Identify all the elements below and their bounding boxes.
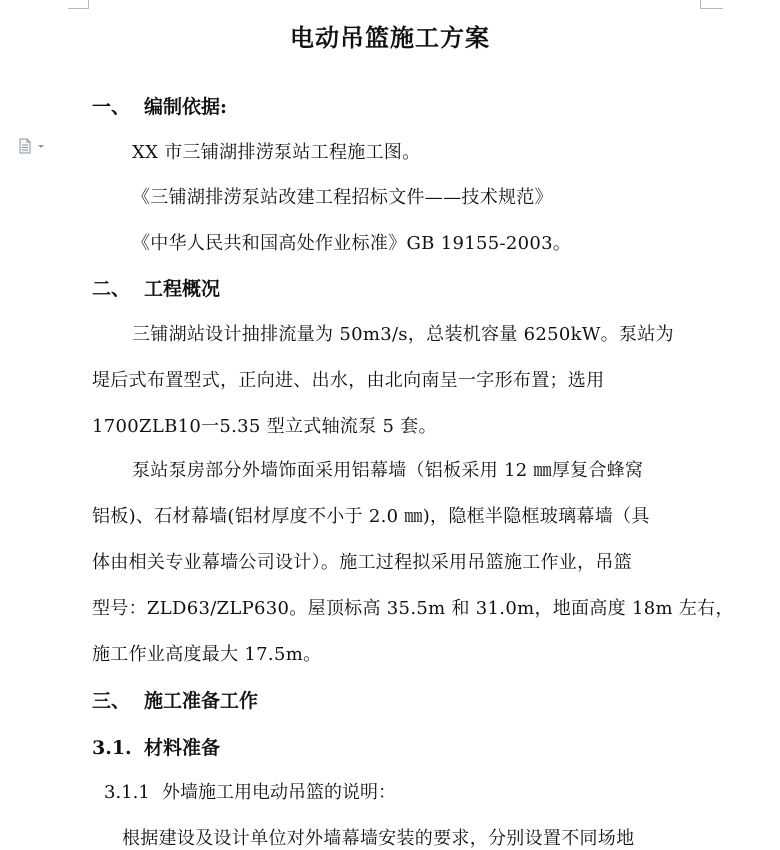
- section-heading-text: 编制依据:: [144, 96, 228, 118]
- subsection-heading-text: 材料准备: [144, 737, 221, 759]
- paragraph-line: 根据建设及设计单位对外墙幕墙安装的要求，分别设置不同场地: [122, 828, 635, 849]
- subsection-heading: [92, 733, 220, 760]
- section-heading-text: 工程概况: [144, 278, 221, 300]
- paragraph-menu-icon[interactable]: [18, 138, 48, 154]
- subsubsection-heading: [104, 778, 396, 804]
- crop-mark-top-right: [700, 0, 723, 9]
- paragraph-line: 施工作业高度最大 17.5m。: [92, 644, 322, 665]
- paragraph-line: 三铺湖站设计抽排流量为 50m3/s，总装机容量 6250kW。泵站为: [132, 324, 674, 345]
- paragraph-line: 铝板)、石材幕墙(铝材厚度不小于 2.0 ㎜)，隐框半隐框玻璃幕墙（具: [92, 506, 650, 527]
- paragraph-line: 1700ZLB10一5.35 型立式轴流泵 5 套。: [92, 416, 437, 437]
- paragraph-line: 泵站泵房部分外墙饰面采用铝幕墙（铝板采用 12 ㎜厚复合蜂窝: [132, 460, 644, 481]
- subsubsection-number: 3.1.1: [104, 782, 150, 803]
- section-heading-1: [92, 92, 227, 119]
- section-number: 二、: [92, 278, 131, 300]
- section-heading-3: [92, 686, 258, 713]
- paragraph-line: 《三铺湖排涝泵站改建工程招标文件——技术规范》: [132, 187, 553, 208]
- subsubsection-heading-text: 外墙施工用电动吊篮的说明：: [162, 782, 396, 803]
- section-number: 三、: [92, 690, 131, 712]
- section-number: 一、: [92, 96, 131, 118]
- paragraph-line: 《中华人民共和国高处作业标准》GB 19155-2003。: [132, 233, 572, 254]
- document-title: 电动吊篮施工方案: [290, 23, 490, 52]
- section-heading-text: 施工准备工作: [144, 690, 259, 712]
- paragraph-line: XX 市三铺湖排涝泵站工程施工图。: [132, 142, 421, 163]
- paragraph-line: 堤后式布置型式，正向进、出水，由北向南呈一字形布置；选用: [92, 370, 605, 391]
- subsection-number: 3.1.: [92, 737, 132, 759]
- crop-mark-top-left: [68, 0, 89, 9]
- paragraph-line: 型号：ZLD63/ZLP630。屋顶标高 35.5m 和 31.0m，地面高度 18m 左右，: [92, 598, 734, 619]
- paragraph-line: 体由相关专业幕墙公司设计）。施工过程拟采用吊篮施工作业，吊篮: [92, 552, 632, 573]
- section-heading-2: [92, 274, 220, 301]
